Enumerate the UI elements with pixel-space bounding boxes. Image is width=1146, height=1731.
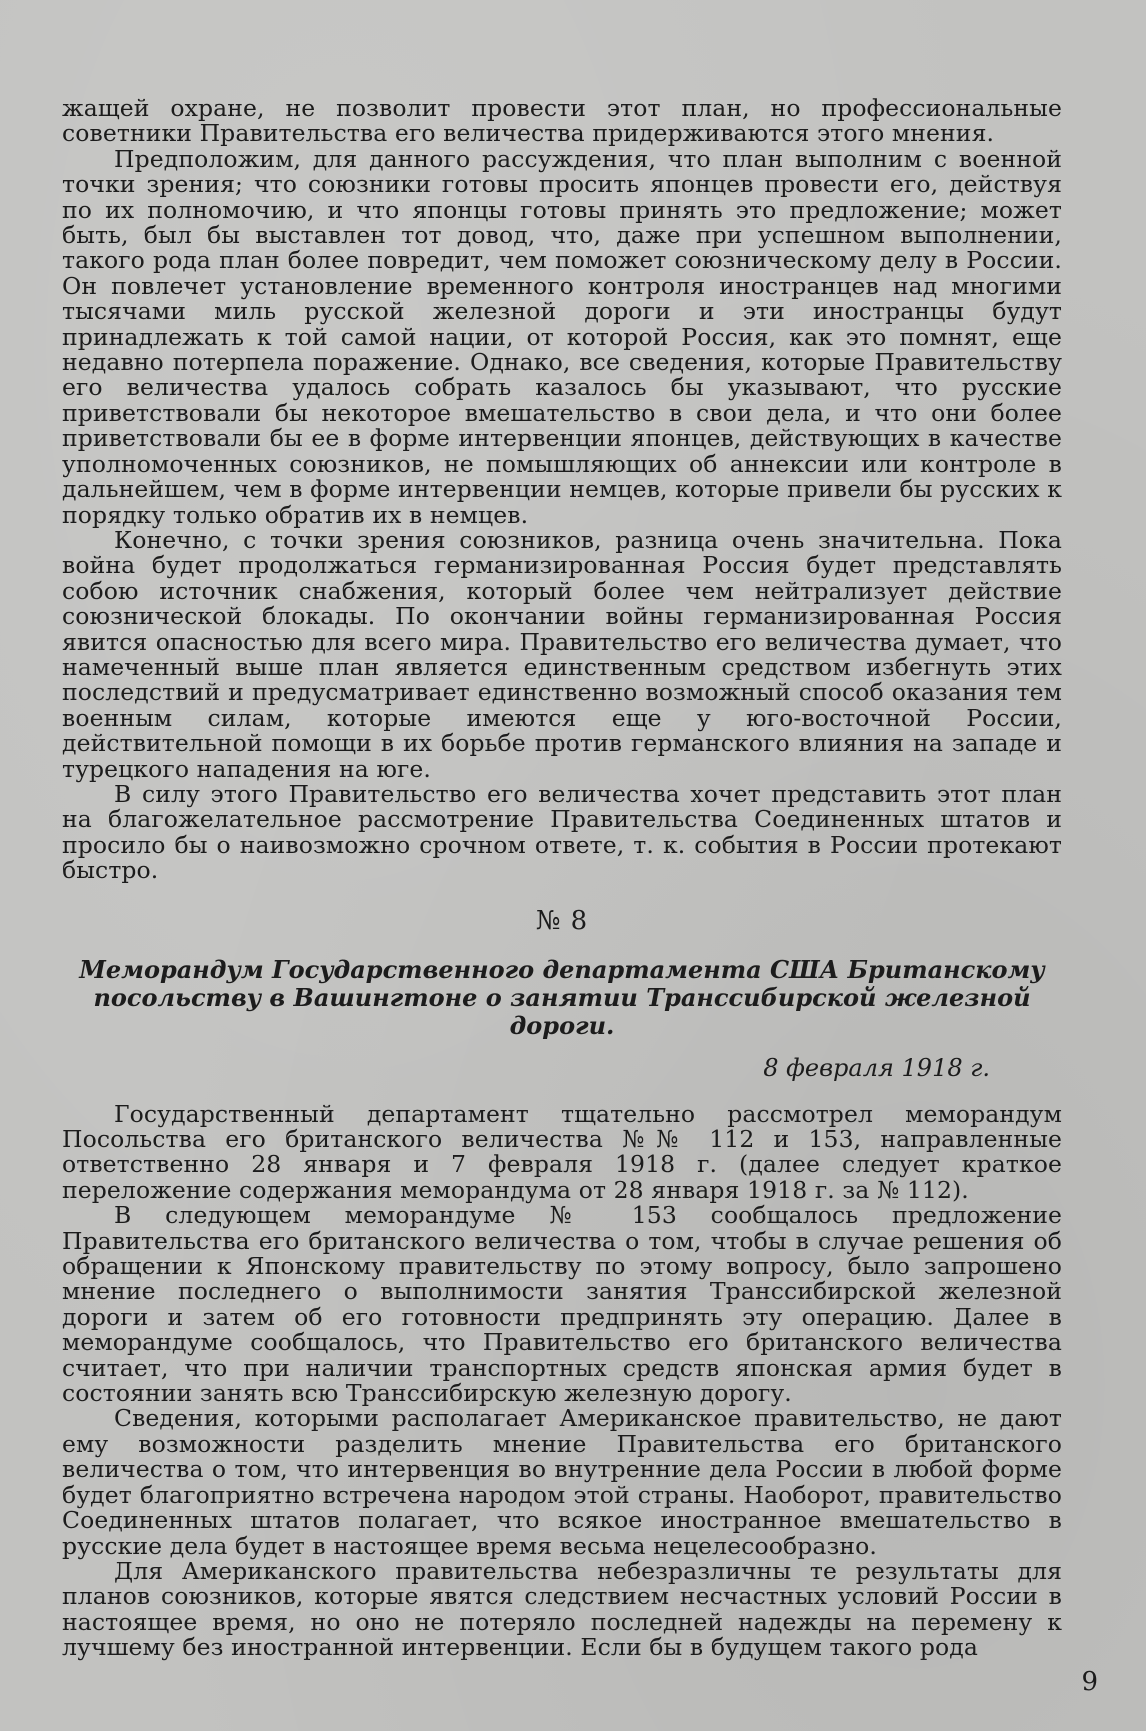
paragraph-continued: жащей охране, не позволит провести этот план, но профессиональные советники Правительства его величества придерживаются этого мнения. (62, 94, 1062, 148)
paragraph: Сведения, которыми располагает Американское правительство, не дают ему возможности разделить мнение Правительства его британского величества о том, что интервенция во внутренние дела России в любой форме будет благоприятно встречена народом этой страны. Наоборот, правительство Соединенных штатов полагает, что всякое иностранное вмешательство в русские дела будет в настоящее время весьма нецелесообразно. (62, 1404, 1062, 1560)
paragraph: В силу этого Правительство его величества хочет представить этот план на благожелательное рассмотрение Правительства Соединенных штатов и просило бы о наивозможно срочном ответе, т. к. события в России протекают быстро. (62, 779, 1062, 885)
document-date: 8 февраля 1918 г. (763, 1053, 990, 1082)
paragraph: Конечно, с точки зрения союзников, разница очень значительна. Пока война будет продолжаться германизированная Россия будет представлять собою источник снабжения, который более чем нейтрализует действие союзнической блокады. По окончании войны германизированная Россия явится опасностью для всего мира. Правительство его величества думает, что намеченный выше план является единственным средством избегнуть этих последствий и предусматривает единственно возможный способ оказания тем военным силам, которые имеются еще у юго-восточной России, действительной помощи в их борьбе против германского влияния на западе и турецкого нападения на юге. (62, 525, 1062, 783)
book-page (62, 96, 1062, 1696)
page-number: 9 (1081, 1667, 1098, 1697)
paragraph: Для Американского правительства небезразличны те результаты для планов союзников, которые явятся следствием несчастных условий России в настоящее время, но оно не потеряло последней надежды на перемену к лучшему без иностранной интервенции. Если бы в будущем такого рода (62, 1556, 1062, 1662)
paragraph: В следующем меморандуме № 153 сообщалось предложение Правительства его британского величества о том, чтобы в случае решения об обращении к Японскому правительству по этому вопросу, было запрошено мнение последнего о выполнимости занятия Транссибирской железной дороги и затем об его готовности предпринять эту операцию. Далее в меморандуме сообщалось, что Правительство его британского величества считает, что при наличии транспортных средств японская армия будет в состоянии занять всю Транссибирскую железную дорогу. (62, 1201, 1062, 1408)
document-title: Меморандум Государственного департамента США Британскому посольству в Вашингтоне о занятии Транссибирской железной дороги. (79, 954, 1045, 1040)
document-number: № 8 (535, 905, 589, 936)
paragraph: Предположим, для данного рассуждения, что план выполним с военной точки зрения; что союзники готовы просить японцев провести его, действуя по их полномочию, и что японцы готовы принять это предложение; может быть, был бы выставлен тот довод, что, даже при успешном выполнении, такого рода план более повредит, чем поможет союзническому делу в России. Он повлечет установление временного контроля иностранцев над многими тысячами миль русской железной дороги и эти иностранцы будут принадлежать к той самой нации, от которой Россия, как это помнят, еще недавно потерпела поражение. Однако, все сведения, которые Правительству его величества удалось собрать казалось бы указывают, что русские приветствовали бы некоторое вмешательство в свои дела, и что они более приветствовали бы ее в форме интервенции японцев, действующих в качестве уполномоченных союзников, не помышляющих об аннексии или контроле в дальнейшем, чем в форме интервенции немцев, которые привели бы русских к порядку только обратив их в немцев. (62, 144, 1062, 529)
memo-text (62, 1099, 1062, 1662)
paragraph: Государственный департамент тщательно рассмотрел меморандум Посольства его британского величества №№ 112 и 153, направленные ответственно 28 января и 7 февраля 1918 г. (далее следует краткое переложение содержания меморандума от 28 января 1918 г. за № 112). (62, 1099, 1062, 1204)
top-text (62, 96, 1062, 884)
